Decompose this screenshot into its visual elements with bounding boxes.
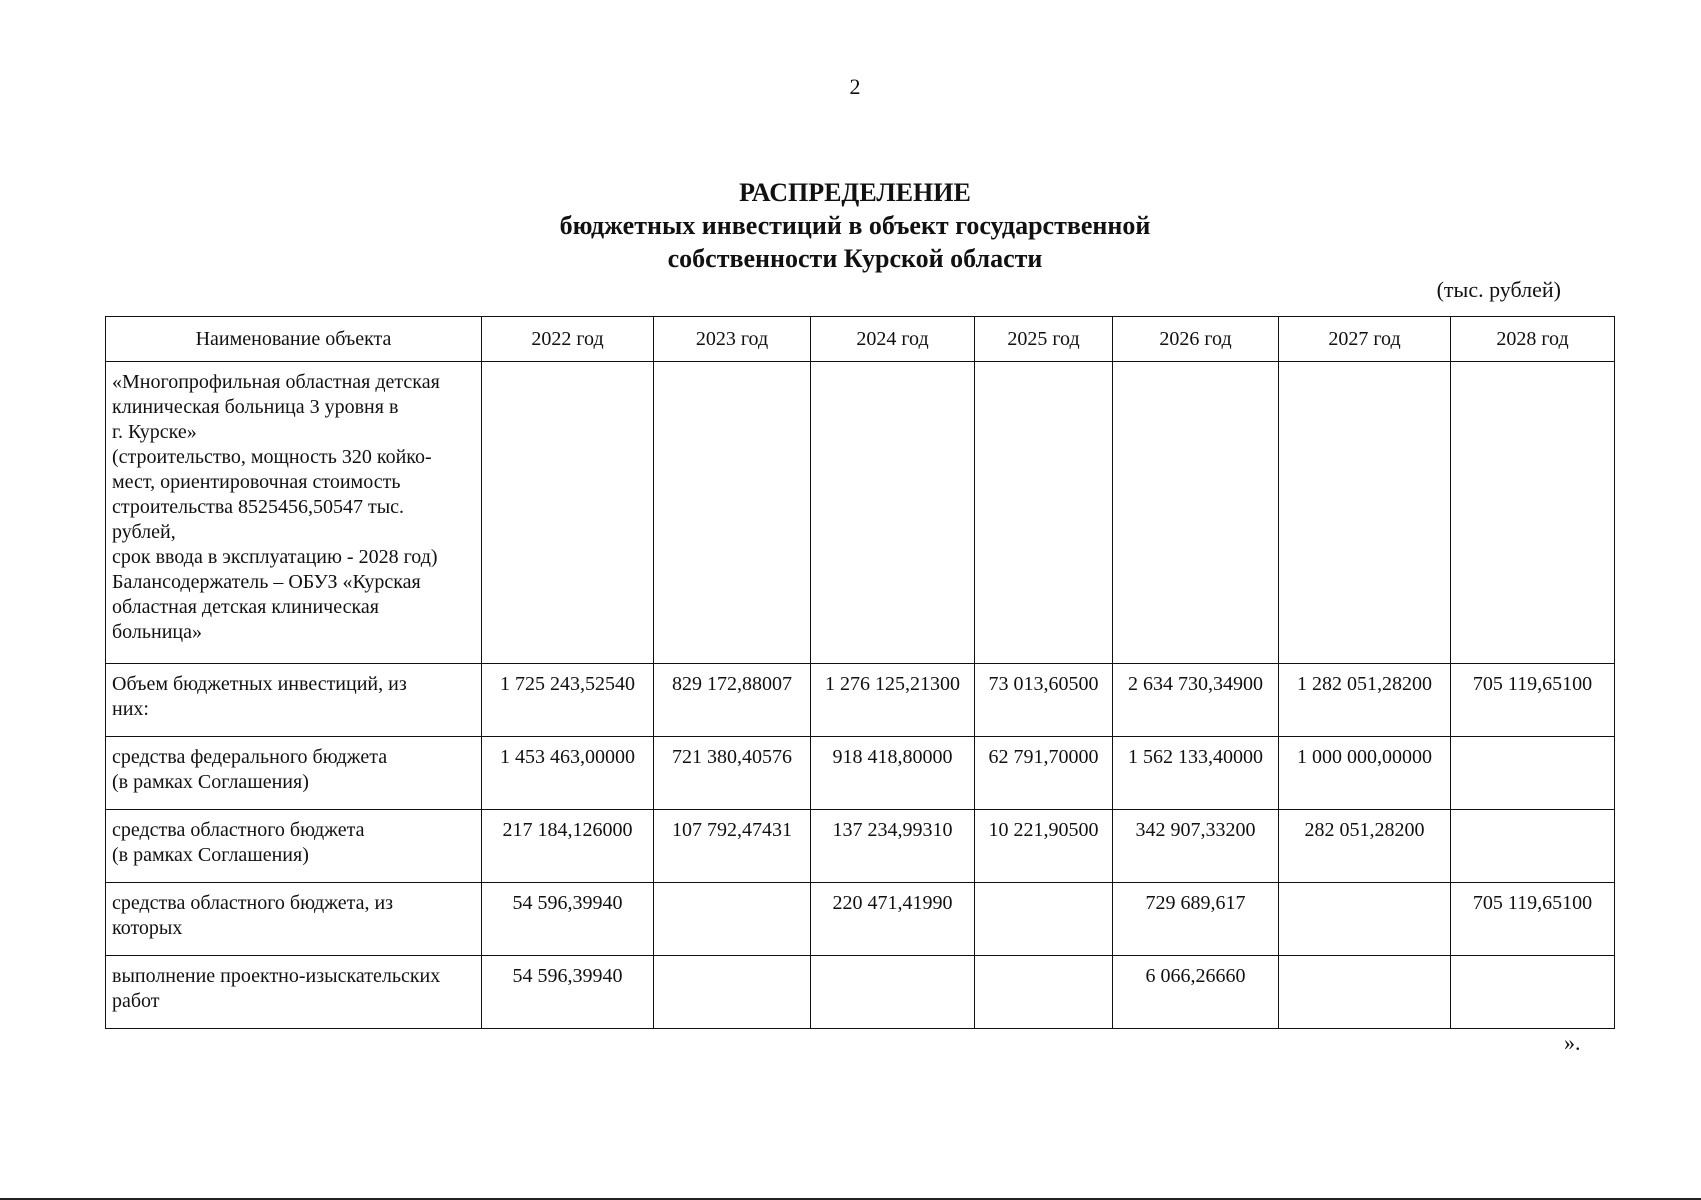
value-2027 <box>1279 883 1451 956</box>
page-number: 2 <box>849 74 861 99</box>
description-line: срок ввода в эксплуатацию - 2028 год) <box>112 546 438 568</box>
value-2026: 342 907,33200 <box>1113 810 1279 883</box>
title-line-1: РАСПРЕДЕЛЕНИЕ <box>739 178 971 207</box>
header-year-2022: 2022 год <box>482 317 654 362</box>
value-2025: 73 013,60500 <box>975 664 1113 737</box>
value-2026: 2 634 730,34900 <box>1113 664 1279 737</box>
table-row-total-investment <box>106 664 1615 737</box>
value-2025 <box>975 883 1113 956</box>
empty-cell <box>811 362 975 664</box>
empty-cell <box>975 362 1113 664</box>
row-label-line: выполнение проектно-изыскательских <box>112 965 441 987</box>
row-label <box>106 664 482 737</box>
value-2025: 62 791,70000 <box>975 737 1113 810</box>
row-label-line: средства областного бюджета <box>112 819 365 841</box>
budget-distribution-table <box>105 316 1615 1029</box>
row-label <box>106 883 482 956</box>
value-2022: 54 596,39940 <box>482 883 654 956</box>
value-2025: 10 221,90500 <box>975 810 1113 883</box>
title-line-2: бюджетных инвестиций в объект государственной <box>559 211 1151 240</box>
table-row-design-survey-works <box>106 956 1615 1029</box>
description-line: больница» <box>112 621 202 643</box>
table-row-federal-budget <box>106 737 1615 810</box>
row-label <box>106 737 482 810</box>
value-2027: 1 000 000,00000 <box>1279 737 1451 810</box>
value-2028 <box>1451 810 1615 883</box>
object-description-row <box>106 362 1615 664</box>
value-2022: 1 725 243,52540 <box>482 664 654 737</box>
description-line: (строительство, мощность 320 койко- <box>112 446 432 468</box>
empty-cell <box>654 362 811 664</box>
description-line: «Многопрофильная областная детская <box>112 371 440 393</box>
row-label-line: Объем бюджетных инвестиций, из <box>112 673 407 695</box>
object-description-cell <box>106 362 482 664</box>
description-line: Балансодержатель – ОБУЗ «Курская <box>112 571 421 593</box>
value-2027: 282 051,28200 <box>1279 810 1451 883</box>
empty-cell <box>1451 362 1615 664</box>
description-line: мест, ориентировочная стоимость <box>112 471 401 493</box>
value-2026: 729 689,617 <box>1113 883 1279 956</box>
header-year-2023: 2023 год <box>654 317 811 362</box>
document-title <box>0 176 1701 275</box>
value-2023: 721 380,40576 <box>654 737 811 810</box>
table-row-regional-budget-agreement <box>106 810 1615 883</box>
value-2026: 1 562 133,40000 <box>1113 737 1279 810</box>
empty-cell <box>482 362 654 664</box>
title-line-3: собственности Курской области <box>667 244 1043 273</box>
header-year-2024: 2024 год <box>811 317 975 362</box>
value-2022: 217 184,126000 <box>482 810 654 883</box>
value-2028: 705 119,65100 <box>1451 664 1615 737</box>
row-label-line: (в рамках Соглашения) <box>112 844 309 866</box>
value-2028 <box>1451 956 1615 1029</box>
row-label-line: них: <box>112 698 149 720</box>
empty-cell <box>1113 362 1279 664</box>
value-2028: 705 119,65100 <box>1451 883 1615 956</box>
row-label-line: которых <box>112 917 183 939</box>
header-year-2028: 2028 год <box>1451 317 1615 362</box>
row-label-line: работ <box>112 990 160 1012</box>
description-line: г. Курске» <box>112 421 197 443</box>
description-line: областная детская клиническая <box>112 596 379 618</box>
row-label-line: (в рамках Соглашения) <box>112 771 309 793</box>
value-2024: 1 276 125,21300 <box>811 664 975 737</box>
empty-cell <box>1279 362 1451 664</box>
description-line: строительства 8525456,50547 тыс. <box>112 496 405 518</box>
value-2024: 918 418,80000 <box>811 737 975 810</box>
closing-quote-mark: ». <box>1564 1030 1581 1055</box>
value-2028 <box>1451 737 1615 810</box>
value-2024 <box>811 956 975 1029</box>
header-year-2027: 2027 год <box>1279 317 1451 362</box>
units-label: (тыс. рублей) <box>1436 277 1561 302</box>
table-row-regional-budget-of-which <box>106 883 1615 956</box>
value-2023: 829 172,88007 <box>654 664 811 737</box>
value-2023: 107 792,47431 <box>654 810 811 883</box>
row-label <box>106 810 482 883</box>
header-year-2025: 2025 год <box>975 317 1113 362</box>
value-2022: 54 596,39940 <box>482 956 654 1029</box>
table-header-row <box>106 317 1615 362</box>
value-2023 <box>654 883 811 956</box>
value-2027: 1 282 051,28200 <box>1279 664 1451 737</box>
header-object-name: Наименование объекта <box>106 317 482 362</box>
value-2023 <box>654 956 811 1029</box>
value-2024: 137 234,99310 <box>811 810 975 883</box>
row-label-line: средства федерального бюджета <box>112 746 388 768</box>
description-line: рублей, <box>112 521 176 543</box>
value-2026: 6 066,26660 <box>1113 956 1279 1029</box>
value-2025 <box>975 956 1113 1029</box>
value-2027 <box>1279 956 1451 1029</box>
row-label <box>106 956 482 1029</box>
value-2024: 220 471,41990 <box>811 883 975 956</box>
header-year-2026: 2026 год <box>1113 317 1279 362</box>
row-label-line: средства областного бюджета, из <box>112 892 394 914</box>
description-line: клиническая больница 3 уровня в <box>112 396 399 418</box>
value-2022: 1 453 463,00000 <box>482 737 654 810</box>
